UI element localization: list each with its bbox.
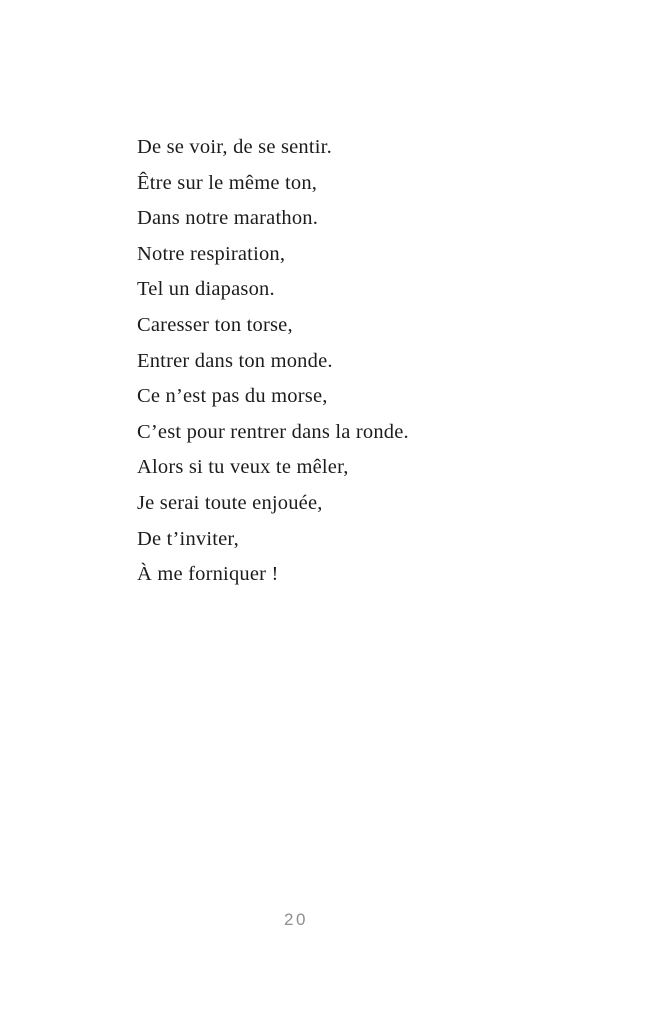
poem-line: De t’inviter, — [137, 527, 239, 550]
poem-line: Dans notre marathon. — [137, 207, 319, 230]
poem-line: De se voir, de se sentir. — [137, 136, 332, 158]
poem-line: Caresser ton torse, — [137, 313, 293, 336]
poem-line: Alors si tu veux te mêler, — [137, 456, 349, 479]
poem-line: Je serai toute enjouée, — [137, 491, 323, 514]
poem-line: Notre respiration, — [137, 242, 286, 265]
poem-text-block — [137, 130, 557, 593]
page-number: 20 — [284, 910, 308, 929]
poem-line: Tel un diapason. — [137, 278, 275, 301]
poem-line: C’est pour rentrer dans la ronde. — [137, 420, 409, 443]
poem-line: Être sur le même ton, — [137, 171, 318, 194]
poem-line: Ce n’est pas du morse, — [137, 385, 328, 408]
poem-line: À me forniquer ! — [137, 563, 279, 586]
poem-line: Entrer dans ton monde. — [137, 349, 333, 372]
